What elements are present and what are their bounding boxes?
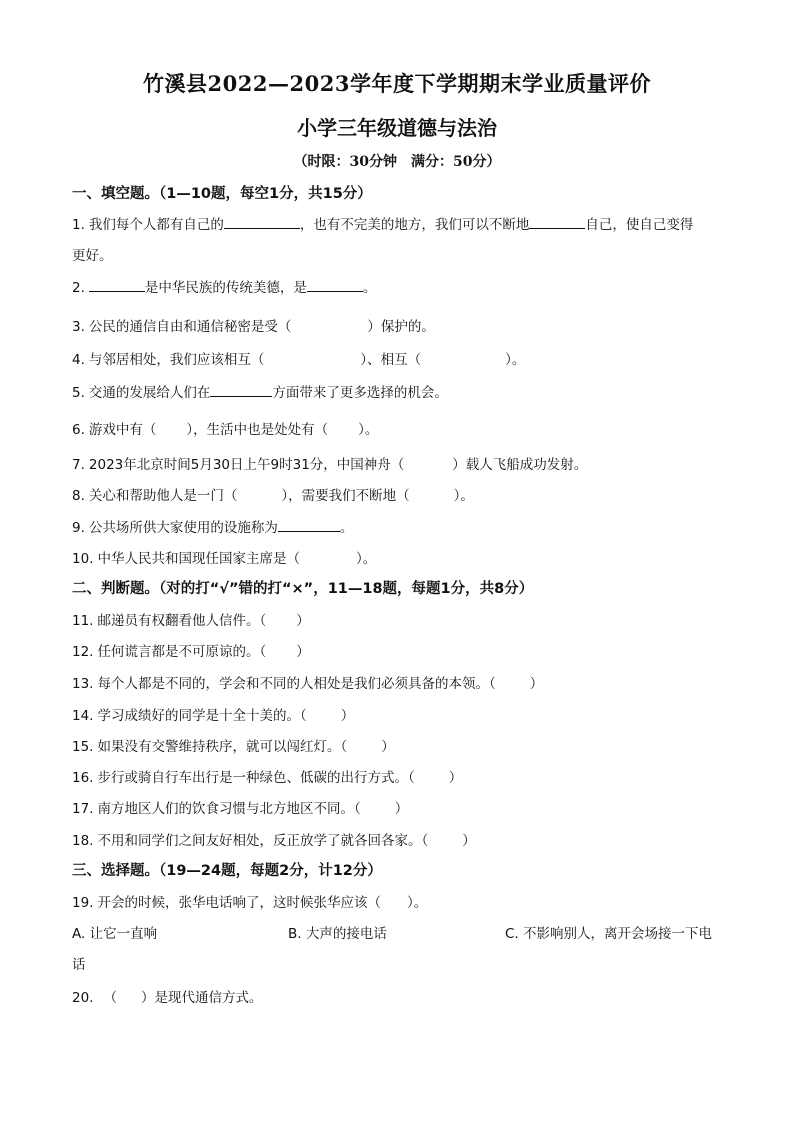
question-9: 9. 公共场所供大家使用的设施称为 。	[72, 516, 353, 536]
option-a[interactable]: A. 让它一直响	[72, 926, 158, 942]
answer-blank[interactable]	[529, 214, 585, 229]
question-2: 2. 是中华民族的传统美德，是 。	[72, 276, 376, 296]
question-10: 10. 中华人民共和国现任国家主席是（ ）。	[72, 551, 377, 567]
section-heading-fill-blank: 一、填空题。（1—10题，每空1分，共15分）	[72, 186, 372, 202]
question-7: 7. 2023年北京时间5月30日上午9时31分，中国神舟（ ）载人飞船成功发射。	[72, 457, 588, 473]
question-19: 19. 开会的时候，张华电话响了，这时候张华应该（ ）。	[72, 895, 428, 911]
question-15: 15. 如果没有交警维持秩序，就可以闯红灯。（ ）	[72, 739, 395, 755]
section-heading-true-false: 二、判断题。（对的打“√”错的打“×”，11—18题，每题1分，共8分）	[72, 581, 534, 597]
question-1-continued: 更好。	[72, 248, 113, 264]
exam-title: 竹溪县2022—2023学年度下学期期末学业质量评价	[143, 71, 651, 96]
section-heading-multiple-choice: 三、选择题。（19—24题，每题2分，计12分）	[72, 863, 382, 879]
answer-blank[interactable]	[210, 382, 272, 397]
question-20: 20. （ ）是现代通信方式。	[72, 990, 263, 1006]
question-13: 13. 每个人都是不同的，学会和不同的人相处是我们必须具备的本领。（ ）	[72, 676, 544, 692]
question-11: 11. 邮递员有权翻看他人信件。（ ）	[72, 613, 310, 629]
answer-blank[interactable]	[307, 277, 363, 292]
question-12: 12. 任何谎言都是不可原谅的。（ ）	[72, 644, 310, 660]
answer-blank[interactable]	[224, 214, 300, 229]
question-3: 3. 公民的通信自由和通信秘密是受（ ）保护的。	[72, 319, 435, 335]
question-1: 1. 我们每个人都有自己的 ，也有不完美的地方，我们可以不断地 自己，使自己变得	[72, 213, 693, 233]
answer-blank[interactable]	[89, 277, 145, 292]
option-c[interactable]: C. 不影响别人，离开会场接一下电	[505, 926, 713, 942]
question-4: 4. 与邻居相处，我们应该相互（ ）、相互（ ）。	[72, 352, 526, 368]
question-16: 16. 步行或骑自行车出行是一种绿色、低碳的出行方式。（ ）	[72, 770, 463, 786]
question-14: 14. 学习成绩好的同学是十全十美的。（ ）	[72, 708, 355, 724]
question-18: 18. 不用和同学们之间友好相处，反正放学了就各回各家。（ ）	[72, 833, 476, 849]
question-17: 17. 南方地区人们的饮食习惯与北方地区不同。（ ）	[72, 801, 409, 817]
exam-info: （时限：30分钟 满分：50分）	[293, 154, 501, 170]
option-c-continued: 话	[72, 957, 86, 973]
question-8: 8. 关心和帮助他人是一门（ ），需要我们不断地（ ）。	[72, 488, 474, 504]
answer-blank[interactable]	[278, 517, 340, 532]
question-5: 5. 交通的发展给人们在 方面带来了更多选择的机会。	[72, 381, 448, 401]
exam-subtitle: 小学三年级道德与法治	[297, 116, 497, 140]
question-6: 6. 游戏中有（ ），生活中也是处处有（ ）。	[72, 422, 379, 438]
option-b[interactable]: B. 大声的接电话	[288, 926, 387, 942]
